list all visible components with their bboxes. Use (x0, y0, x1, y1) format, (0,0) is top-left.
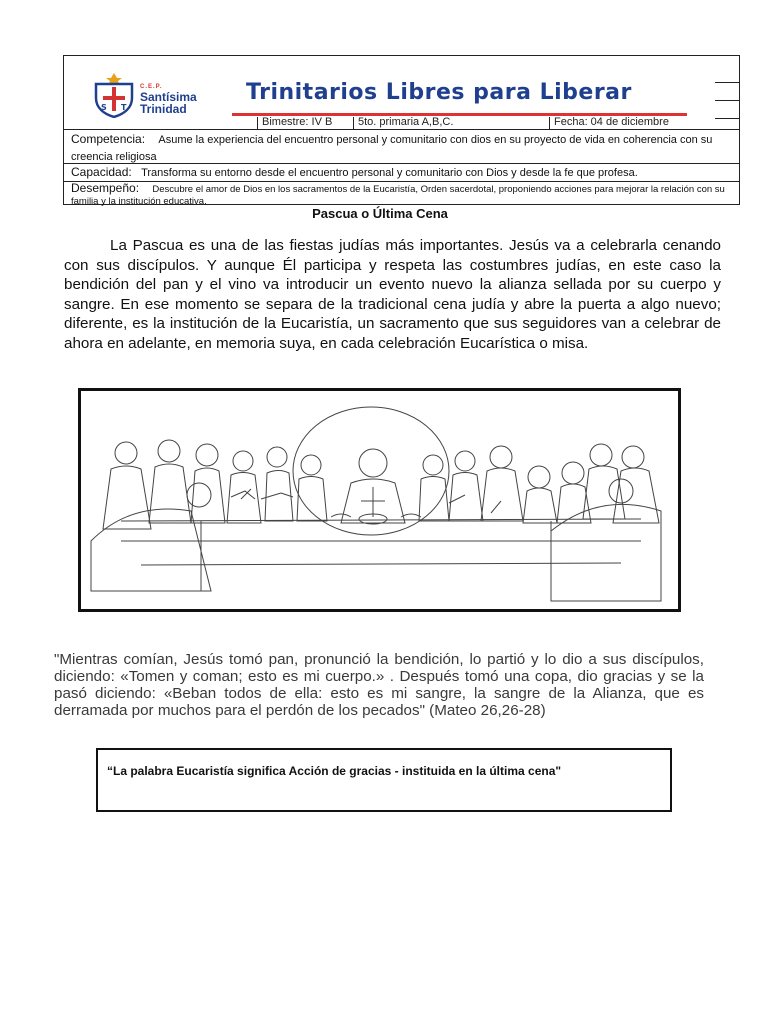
grado-field: 5to. primaria A,B,C. (358, 116, 454, 128)
shield-icon (92, 70, 136, 118)
fecha-field: Fecha: 04 de diciembre (554, 116, 669, 128)
competencia-text: Asume la experiencia del encuentro personal y comunitario con dios en su proyecto de vida en coherencia con su creencia religiosa (71, 134, 713, 163)
school-name-line-1: Santísima (140, 90, 197, 104)
last-supper-drawing (81, 391, 678, 609)
desempeno-label: Desempeño: (71, 181, 140, 195)
eucharist-definition-box (96, 748, 672, 812)
school-motto: Trinitarios Libres para Liberar (246, 80, 632, 105)
school-name-line-2: Trinidad (140, 102, 187, 116)
capacidad-row (64, 164, 739, 182)
desempeno-text: Descubre el amor de Dios en los sacramentos de la Eucaristía, Orden sacerdotal, proponiendo acciones para mejorar la relación con su familia y la institución educativa. (71, 184, 725, 207)
intro-paragraph: La Pascua es una de las fiestas judías más importantes. Jesús va a celebrarla cenando con sus discípulos. Y aunque Él participa y respeta las costumbres judías, en este caso la bendición del pan y el vino va introducir un evento nuevo la alianza sellada por su cuerpo y sangre. En ese momento se separa de la tradicional cena judía y abre la puerta a algo nuevo; diferente, es la institución de la Eucaristía, un sacramento que sus seguidores van a celebrar de ahora en adelante, en memoria suya, en cada celebración Eucarística o misa. (64, 237, 721, 352)
capacidad-text: Transforma su entorno desde el encuentro personal y comunitario con Dios y desde la fe que profesa. (141, 167, 638, 179)
gospel-quote: "Mientras comían, Jesús tomó pan, pronunció la bendición, lo partió y lo dio a sus discípulos, diciendo: «Tomen y coman; esto es mi cuerpo.» . Después tomó una copa, dio gracias y se la pasó diciendo: «Beban todos de ella: esto es mi sangre, la sangre de la Alianza, que es derramada por muchos para el perdón de los pecados" (Mateo 26,26-28) (54, 651, 704, 719)
header-cell-lines (715, 56, 739, 130)
svg-text:T: T (121, 103, 127, 112)
capacidad-label: Capacidad: (71, 165, 132, 179)
worksheet-header (63, 55, 740, 205)
competencia-label: Competencia: (71, 132, 146, 146)
last-supper-illustration (78, 388, 681, 612)
eucharist-definition-text: “La palabra Eucaristía significa Acción de gracias - instituida en la última cena" (107, 764, 562, 778)
school-name (140, 84, 197, 115)
svg-text:S: S (101, 103, 107, 112)
competencia-row (64, 130, 739, 164)
school-logo (92, 64, 242, 120)
page-title: Pascua o Última Cena (312, 206, 448, 221)
school-cep: C.E.P. (140, 84, 163, 90)
bimestre-field: Bimestre: IV B (262, 116, 333, 128)
desempeno-row (64, 182, 739, 206)
header-banner (64, 56, 739, 130)
